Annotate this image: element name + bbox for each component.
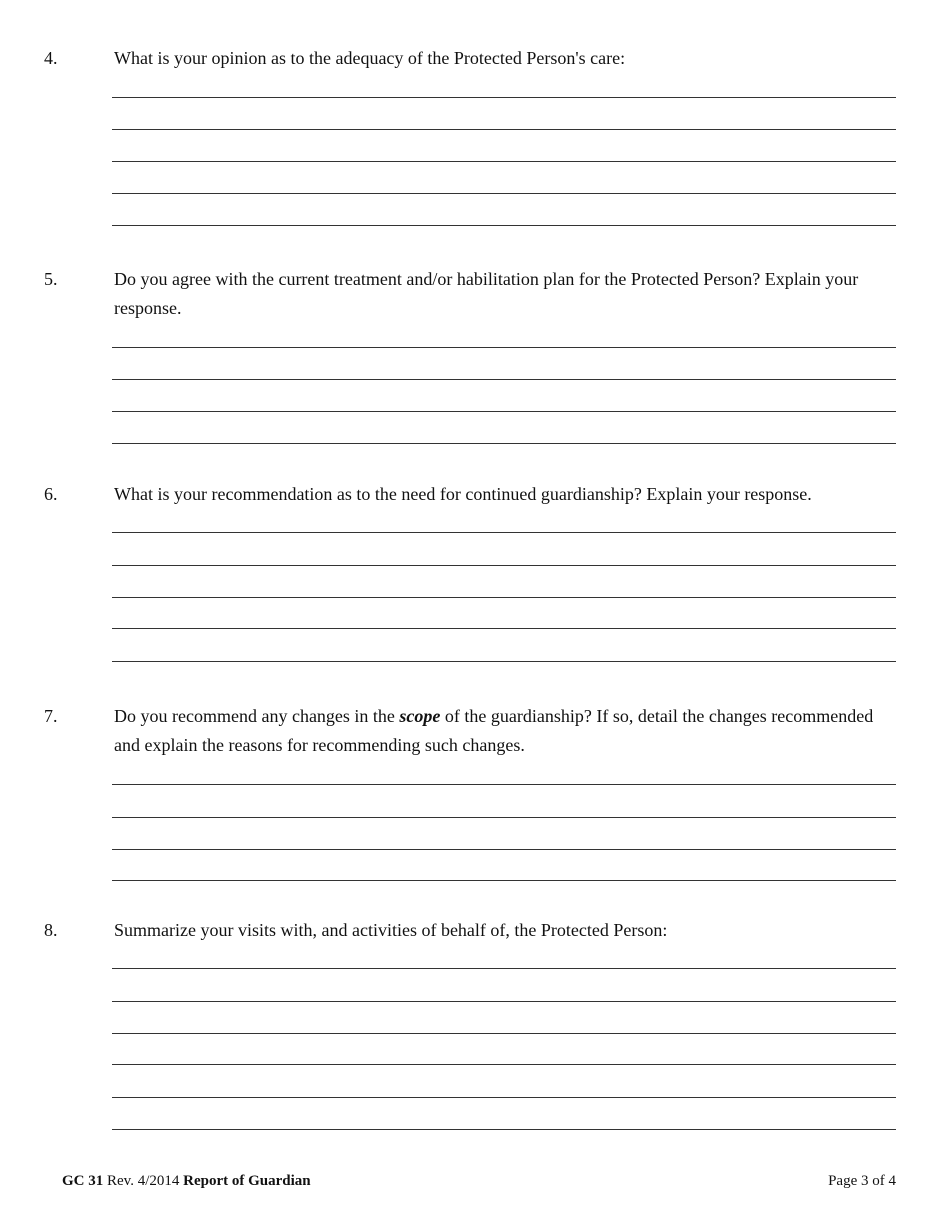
question-text: Do you recommend any changes in the scope of the guardianship? If so, detail the changes recommended and explain the reasons for recommending such changes. — [114, 706, 874, 755]
answer-line[interactable] — [112, 1001, 896, 1002]
question-number: 6. — [44, 484, 58, 504]
answer-line[interactable] — [112, 661, 896, 662]
footer-left — [62, 1173, 311, 1189]
answer-line[interactable] — [112, 880, 896, 881]
answer-line[interactable] — [112, 1033, 896, 1034]
form-code: GC 31 — [62, 1173, 104, 1189]
page-footer — [62, 1173, 896, 1190]
answer-line[interactable] — [112, 129, 896, 130]
form-revision: Rev. 4/2014 — [107, 1173, 180, 1189]
answer-line[interactable] — [112, 968, 896, 969]
answer-line[interactable] — [112, 597, 896, 598]
question-text: What is your opinion as to the adequacy of the Protected Person's care: — [114, 48, 626, 68]
answer-line[interactable] — [112, 628, 896, 629]
answer-line[interactable] — [112, 784, 896, 785]
answer-line[interactable] — [112, 225, 896, 226]
answer-line[interactable] — [112, 1064, 896, 1065]
answer-line[interactable] — [112, 443, 896, 444]
answer-line[interactable] — [112, 1097, 896, 1098]
question-number: 8. — [44, 920, 58, 940]
answer-line[interactable] — [112, 347, 896, 348]
question-number: 5. — [44, 269, 58, 289]
answer-line[interactable] — [112, 817, 896, 818]
answer-line[interactable] — [112, 532, 896, 533]
answer-line[interactable] — [112, 97, 896, 98]
question-number: 4. — [44, 48, 58, 68]
answer-line[interactable] — [112, 1129, 896, 1130]
answer-line[interactable] — [112, 193, 896, 194]
answer-line[interactable] — [112, 565, 896, 566]
answer-line[interactable] — [112, 411, 896, 412]
question-text: What is your recommendation as to the need for continued guardianship? Explain your response. — [114, 484, 812, 504]
question-text: Do you agree with the current treatment and/or habilitation plan for the Protected Person? Explain your response. — [114, 269, 859, 318]
question-number: 7. — [44, 706, 58, 726]
answer-line[interactable] — [112, 849, 896, 850]
answer-line[interactable] — [112, 161, 896, 162]
question-text: Summarize your visits with, and activities of behalf of, the Protected Person: — [114, 920, 668, 940]
form-title: Report of Guardian — [183, 1173, 311, 1189]
answer-line[interactable] — [112, 379, 896, 380]
emphasis-scope: scope — [399, 706, 441, 726]
page-number: Page 3 of 4 — [828, 1173, 896, 1189]
